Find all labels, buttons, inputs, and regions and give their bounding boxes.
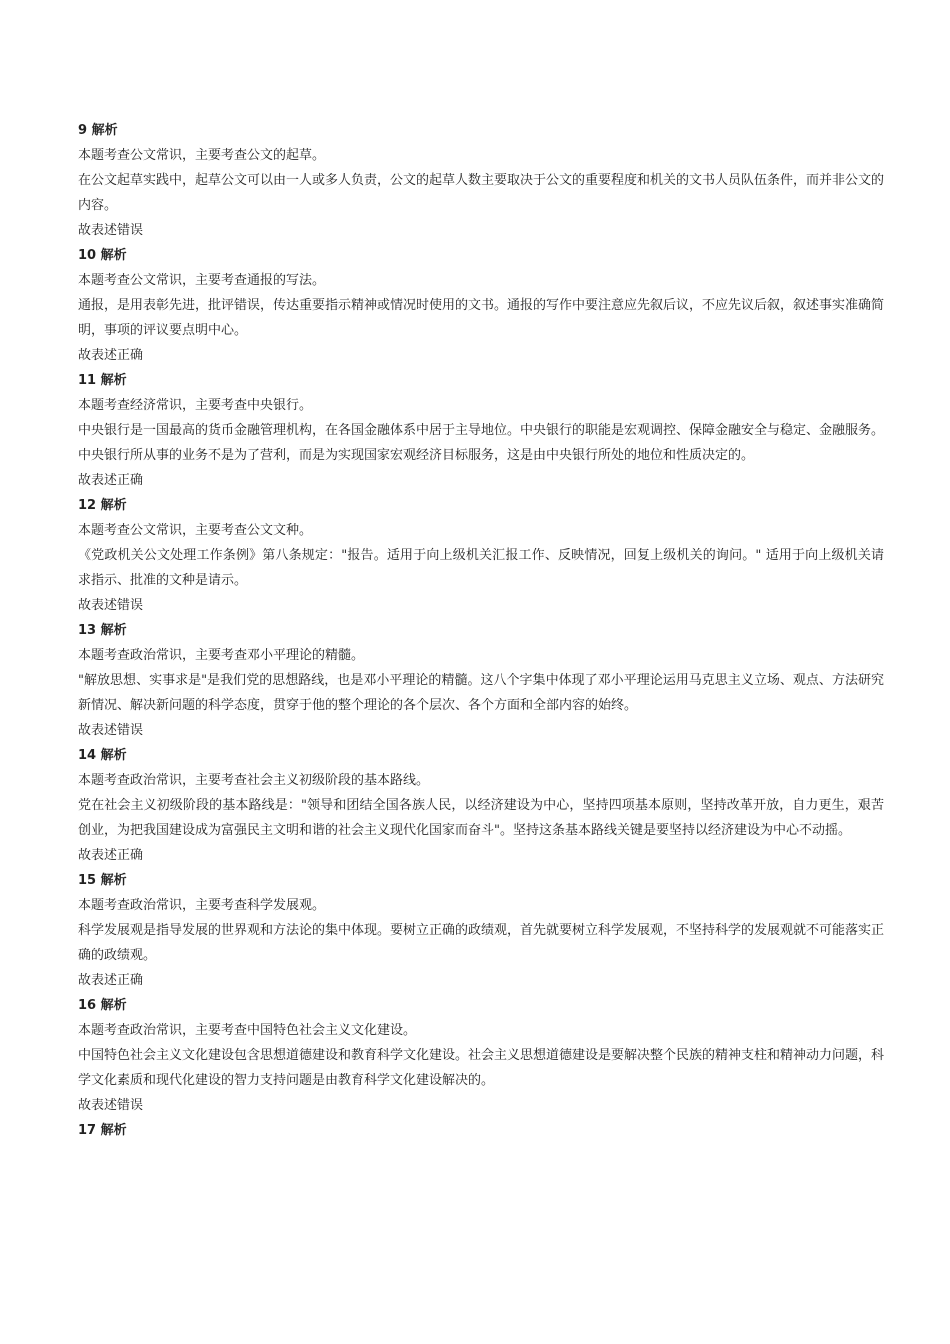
section-body: 通报，是用表彰先进，批评错误，传达重要指示精神或情况时使用的文书。通报的写作中要注意应先叙后议，不应先议后叙，叙述事实准确简明，事项的评议要点明中心。 [78,298,885,338]
section-intro: 本题考查公文常识，主要考查通报的写法。 [78,273,326,288]
answer-section-11 [78,368,884,493]
section-conclusion: 故表述正确 [78,848,144,863]
section-heading: 12 解析 [78,498,127,513]
section-heading: 10 解析 [78,248,127,263]
section-intro: 本题考查公文常识，主要考查公文的起草。 [78,148,326,163]
document-page [78,118,884,1143]
section-conclusion: 故表述错误 [78,223,144,238]
section-conclusion: 故表述正确 [78,973,144,988]
section-intro: 本题考查公文常识，主要考查公文文种。 [78,523,313,538]
section-conclusion: 故表述错误 [78,723,144,738]
answer-section-15 [78,868,884,993]
section-heading: 13 解析 [78,623,127,638]
section-body: 党在社会主义初级阶段的基本路线是："领导和团结全国各族人民，以经济建设为中心，坚持四项基本原则，坚持改革开放，自力更生，艰苦创业，为把我国建设成为富强民主文明和谐的社会主义现代化国家而奋斗"。坚持这条基本路线关键是要坚持以经济建设为中心不动摇。 [78,798,884,838]
trailing-section-heading: 17 解析 [78,1123,127,1138]
section-heading: 11 解析 [78,373,127,388]
section-body: 在公文起草实践中，起草公文可以由一人或多人负责，公文的起草人数主要取决于公文的重要程度和机关的文书人员队伍条件，而并非公文的内容。 [78,173,885,213]
section-heading: 15 解析 [78,873,127,888]
answer-section-13 [78,618,884,743]
answer-section-9 [78,118,884,243]
section-heading: 16 解析 [78,998,127,1013]
section-intro: 本题考查政治常识，主要考查邓小平理论的精髓。 [78,648,365,663]
section-intro: 本题考查政治常识，主要考查科学发展观。 [78,898,326,913]
section-conclusion: 故表述正确 [78,473,144,488]
section-body: "解放思想、实事求是"是我们党的思想路线，也是邓小平理论的精髓。这八个字集中体现了邓小平理论运用马克思主义立场、观点、方法研究新情况、解决新问题的科学态度，贯穿于他的整个理论的各个层次、各个方面和全部内容的始终。 [78,673,884,713]
section-heading: 9 解析 [78,123,118,138]
answer-section-12 [78,493,884,618]
section-body: 中央银行是一国最高的货币金融管理机构，在各国金融体系中居于主导地位。中央银行的职能是宏观调控、保障金融安全与稳定、金融服务。中央银行所从事的业务不是为了营利，而是为实现国家宏观经济目标服务，这是由中央银行所处的地位和性质决定的。 [78,423,885,463]
answer-section-10 [78,243,884,368]
answer-section-14 [78,743,884,868]
section-intro: 本题考查政治常识，主要考查中国特色社会主义文化建设。 [78,1023,417,1038]
section-conclusion: 故表述错误 [78,1098,144,1113]
answer-section-16 [78,993,884,1118]
section-intro: 本题考查经济常识，主要考查中央银行。 [78,398,313,413]
section-body: 中国特色社会主义文化建设包含思想道德建设和教育科学文化建设。社会主义思想道德建设是要解决整个民族的精神支柱和精神动力问题，科学文化素质和现代化建设的智力支持问题是由教育科学文化建设解决的。 [78,1048,885,1088]
section-body: 科学发展观是指导发展的世界观和方法论的集中体现。要树立正确的政绩观，首先就要树立科学发展观，不坚持科学的发展观就不可能落实正确的政绩观。 [78,923,885,963]
section-conclusion: 故表述错误 [78,598,144,613]
section-heading: 14 解析 [78,748,127,763]
section-body: 《党政机关公文处理工作条例》第八条规定："报告。适用于向上级机关汇报工作、反映情况，回复上级机关的询问。" 适用于向上级机关请求指示、批准的文种是请示。 [78,548,884,588]
section-conclusion: 故表述正确 [78,348,144,363]
section-intro: 本题考查政治常识，主要考查社会主义初级阶段的基本路线。 [78,773,430,788]
